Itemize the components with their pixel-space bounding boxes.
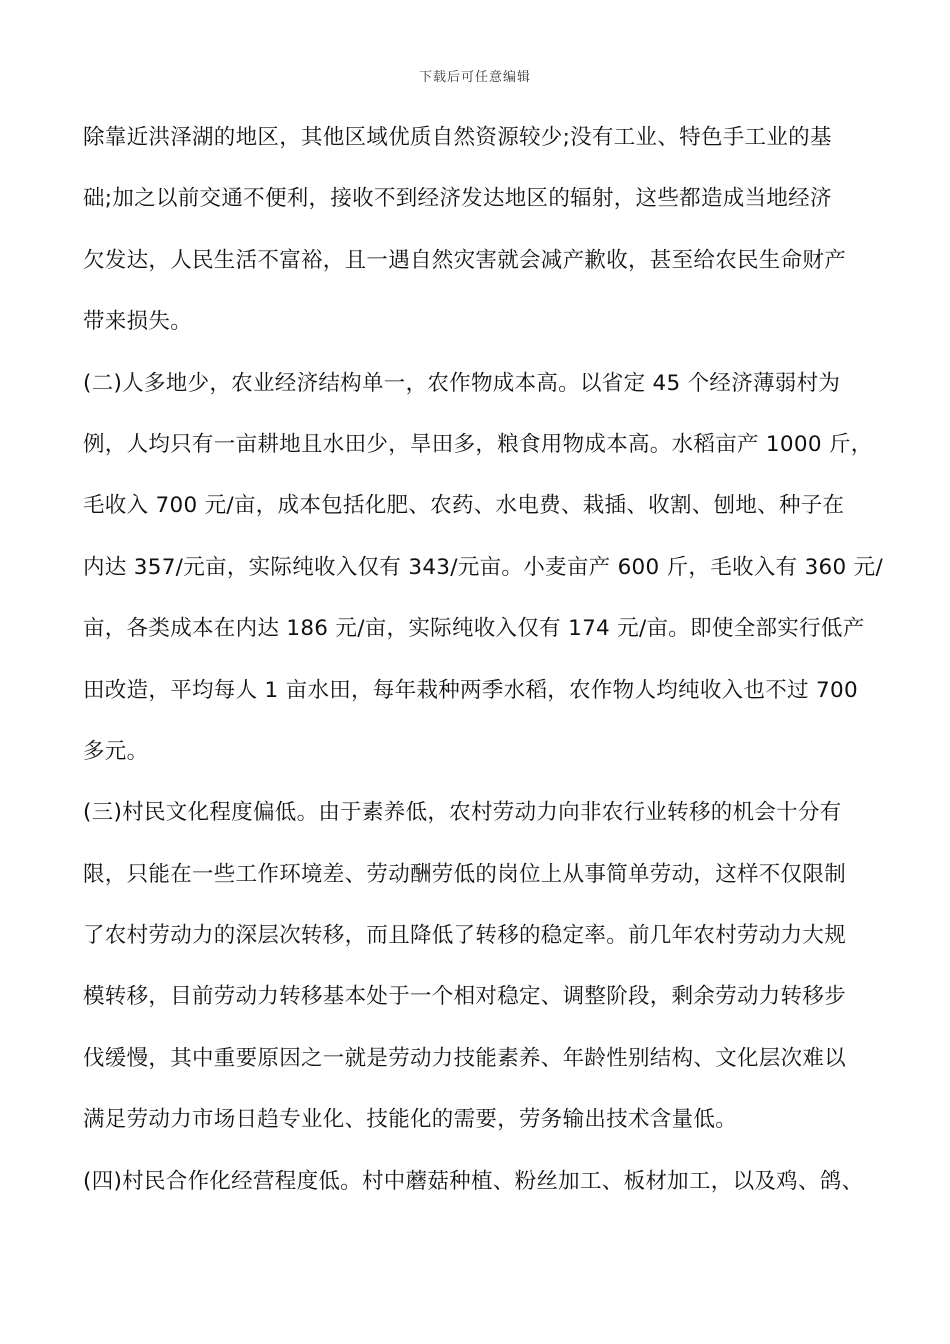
text-line: 田改造，平均每人 1 亩水田，每年栽种两季水稻，农作物人均纯收入也不过 700 [83, 677, 858, 703]
text-line: 多元。 [83, 738, 149, 764]
text-line: 限，只能在一些工作环境差、劳动酬劳低的岗位上从事简单劳动，这样不仅限制 [83, 861, 847, 887]
text-line: (四)村民合作化经营程度低。村中蘑菇种植、粉丝加工、板材加工，以及鸡、鸽、 [83, 1168, 864, 1194]
text-line: 了农村劳动力的深层次转移，而且降低了转移的稳定率。前几年农村劳动力大规 [83, 923, 847, 949]
text-line: 伐缓慢，其中重要原因之一就是劳动力技能素养、年龄性别结构、文化层次难以 [83, 1045, 847, 1071]
text-line: 满足劳动力市场日趋专业化、技能化的需要，劳务输出技术含量低。 [83, 1107, 738, 1133]
text-line: 础;加之以前交通不便利，接收不到经济发达地区的辐射，这些都造成当地经济 [83, 186, 832, 212]
text-line: 模转移，目前劳动力转移基本处于一个相对稳定、调整阶段，剩余劳动力转移步 [83, 984, 847, 1010]
text-line: 例，人均只有一亩耕地且水田少，旱田多，粮食用物成本高。水稻亩产 1000 斤， [83, 431, 873, 457]
page-header: 下载后可任意编辑 [418, 70, 531, 85]
text-line: 内达 357/元亩，实际纯收入仅有 343/元亩。小麦亩产 600 斤，毛收入有 360 元/ [83, 554, 883, 580]
text-line: 欠发达，人民生活不富裕，且一遇自然灾害就会减产歉收，甚至给农民生命财产 [83, 247, 847, 273]
text-line: 除靠近洪泽湖的地区，其他区域优质自然资源较少;没有工业、特色手工业的基 [83, 125, 832, 150]
text-line: (三)村民文化程度偏低。由于素养低，农村劳动力向非农行业转移的机会十分有 [83, 800, 842, 826]
text-line: 毛收入 700 元/亩，成本包括化肥、农药、水电费、栽插、收割、刨地、种子在 [83, 493, 845, 519]
document-body [83, 118, 883, 1223]
text-line: 带来损失。 [83, 309, 193, 335]
text-line: 亩，各类成本在内达 186 元/亩，实际纯收入仅有 174 元/亩。即使全部实行低产 [83, 616, 865, 642]
text-line: (二)人多地少，农业经济结构单一，农作物成本高。以省定 45 个经济薄弱村为 [83, 370, 841, 396]
